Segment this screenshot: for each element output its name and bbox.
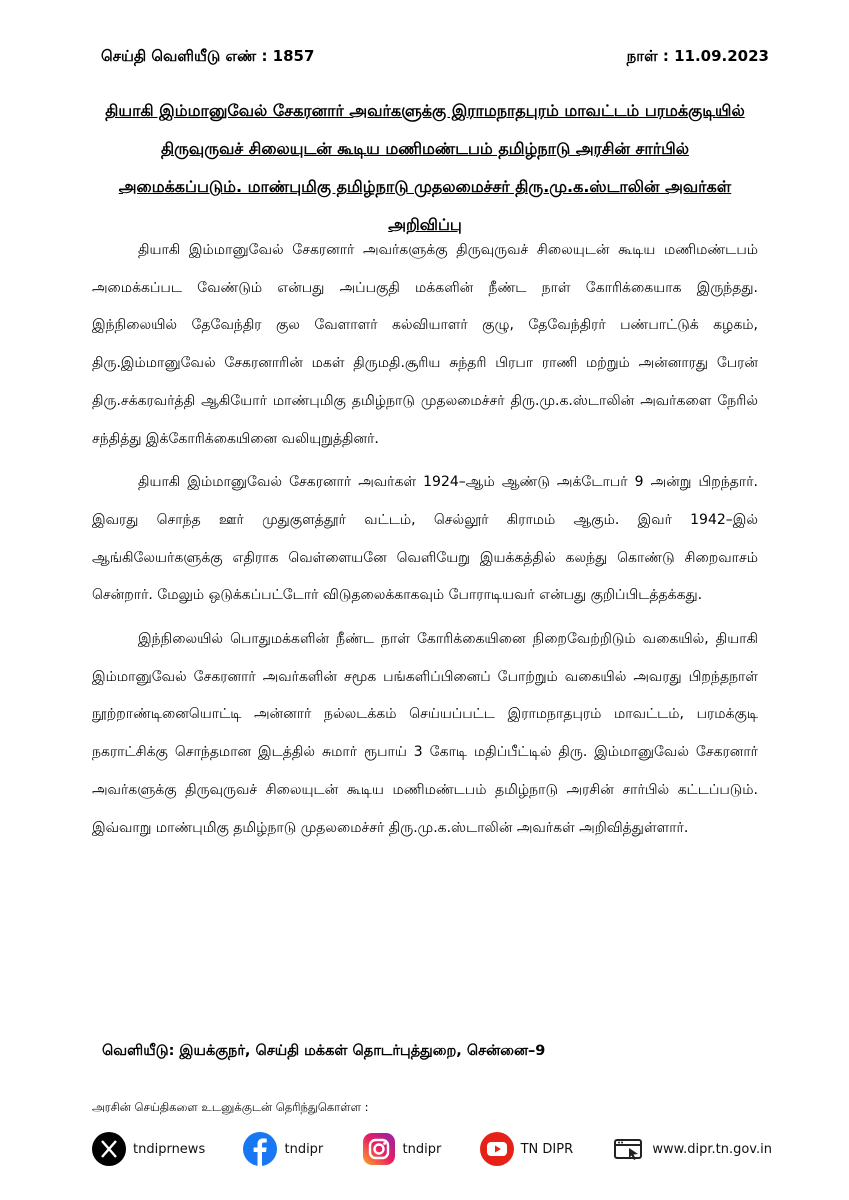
social-youtube[interactable] [480,1132,574,1166]
release-by: வெளியீடு: இயக்குநர், செய்தி மக்கள் தொடர்புத்துறை, சென்னை–9 [102,1043,546,1059]
youtube-handle: TN DIPR [520,1141,574,1157]
instagram-handle: tndipr [402,1141,442,1157]
press-release-title: தியாகி இம்மானுவேல் சேகரனார் அவர்களுக்கு இராமநாதபுரம் மாவட்டம் பரமக்குடியில் திருவுருவச் சிலையுடன் கூடிய மணிமண்டபம் தமிழ்நாடு அரசின் சார்பில் அமைக்கப்படும். மாண்புமிகு தமிழ்நாடு முதலமைச்சர் திரு.மு.க.ஸ்டாலின் அவர்கள் அறிவிப்பு [105,101,745,234]
press-release-body [92,232,758,853]
social-x[interactable] [92,1132,205,1166]
facebook-icon [243,1132,277,1166]
paragraph-3: இந்நிலையில் பொதுமக்களின் நீண்ட நாள் கோரிக்கையினை நிறைவேற்றிடும் வகையில், தியாகி இம்மானுவேல் சேகரனார் அவர்களின் சமூக பங்களிப்பினைப் போற்றும் வகையில் அவரது பிறந்தநாள் நூற்றாண்டினையொட்டி அன்னார் நல்லடக்கம் செய்யப்பட்ட இராமநாதபுரம் மாவட்டம், பரமக்குடி நகராட்சிக்கு சொந்தமான இடத்தில் சுமார் ரூபாய் 3 கோடி மதிப்பீட்டில் திரு. இம்மானுவேல் சேகரனார் அவர்களுக்கு திருவுருவச் சிலையுடன் கூடிய மணிமண்டபம் தமிழ்நாடு அரசின் சார்பில் கட்டப்படும். இவ்வாறு மாண்புமிகு தமிழ்நாடு முதலமைச்சர் திரு.மு.க.ஸ்டாலின் அவர்கள் அறிவித்துள்ளார். [92,631,758,836]
social-links [92,1126,772,1172]
release-number: செய்தி வெளியீடு எண் : 1857 [101,47,315,65]
social-web[interactable] [611,1132,772,1166]
facebook-handle: tndipr [284,1141,324,1157]
paragraph-2: தியாகி இம்மானுவேல் சேகரனார் அவர்கள் 1924–ஆம் ஆண்டு அக்டோபர் 9 அன்று பிறந்தார். இவரது சொந்த ஊர் முதுகுளத்தூர் வட்டம், செல்லூர் கிராமம் ஆகும். இவர் 1942–இல் ஆங்கிலேயர்களுக்கு எதிராக வெள்ளையனே வெளியேறு இயக்கத்தில் கலந்து கொண்டு சிறைவாசம் சென்றார். மேலும் ஒடுக்கப்பட்டோர் விடுதலைக்காகவும் போராடியவர் என்பது குறிப்பிடத்தக்கது. [92,474,758,604]
release-date: நாள் : 11.09.2023 [626,47,769,65]
social-facebook[interactable] [243,1132,323,1166]
social-instagram[interactable] [362,1132,442,1166]
follow-text: அரசின் செய்திகளை உடனுக்குடன் தெரிந்துகொள்ள : [92,1100,369,1114]
web-icon [611,1132,645,1166]
x-icon [92,1132,126,1166]
youtube-icon [480,1132,514,1166]
web-handle: www.dipr.tn.gov.in [652,1141,772,1157]
release-header [101,42,769,72]
x-handle: tndiprnews [133,1141,206,1157]
instagram-icon [362,1132,396,1166]
paragraph-1: தியாகி இம்மானுவேல் சேகரனார் அவர்களுக்கு திருவுருவச் சிலையுடன் கூடிய மணிமண்டபம் அமைக்கப்பட வேண்டும் என்பது அப்பகுதி மக்களின் நீண்ட நாள் கோரிக்கையாக இருந்தது. இந்நிலையில் தேவேந்திர குல வேளாளர் கல்வியாளர் குழு, தேவேந்திரர் பண்பாட்டுக் கழகம், திரு.இம்மானுவேல் சேகரனாரின் மகள் திருமதி.சூரிய சுந்தரி பிரபா ராணி மற்றும் அன்னாரது பேரன் திரு.சக்கரவர்த்தி ஆகியோர் மாண்புமிகு தமிழ்நாடு முதலமைச்சர் திரு.மு.க.ஸ்டாலின் அவர்களை நேரில் சந்தித்து இக்கோரிக்கையினை வலியுறுத்தினர். [92,242,758,447]
